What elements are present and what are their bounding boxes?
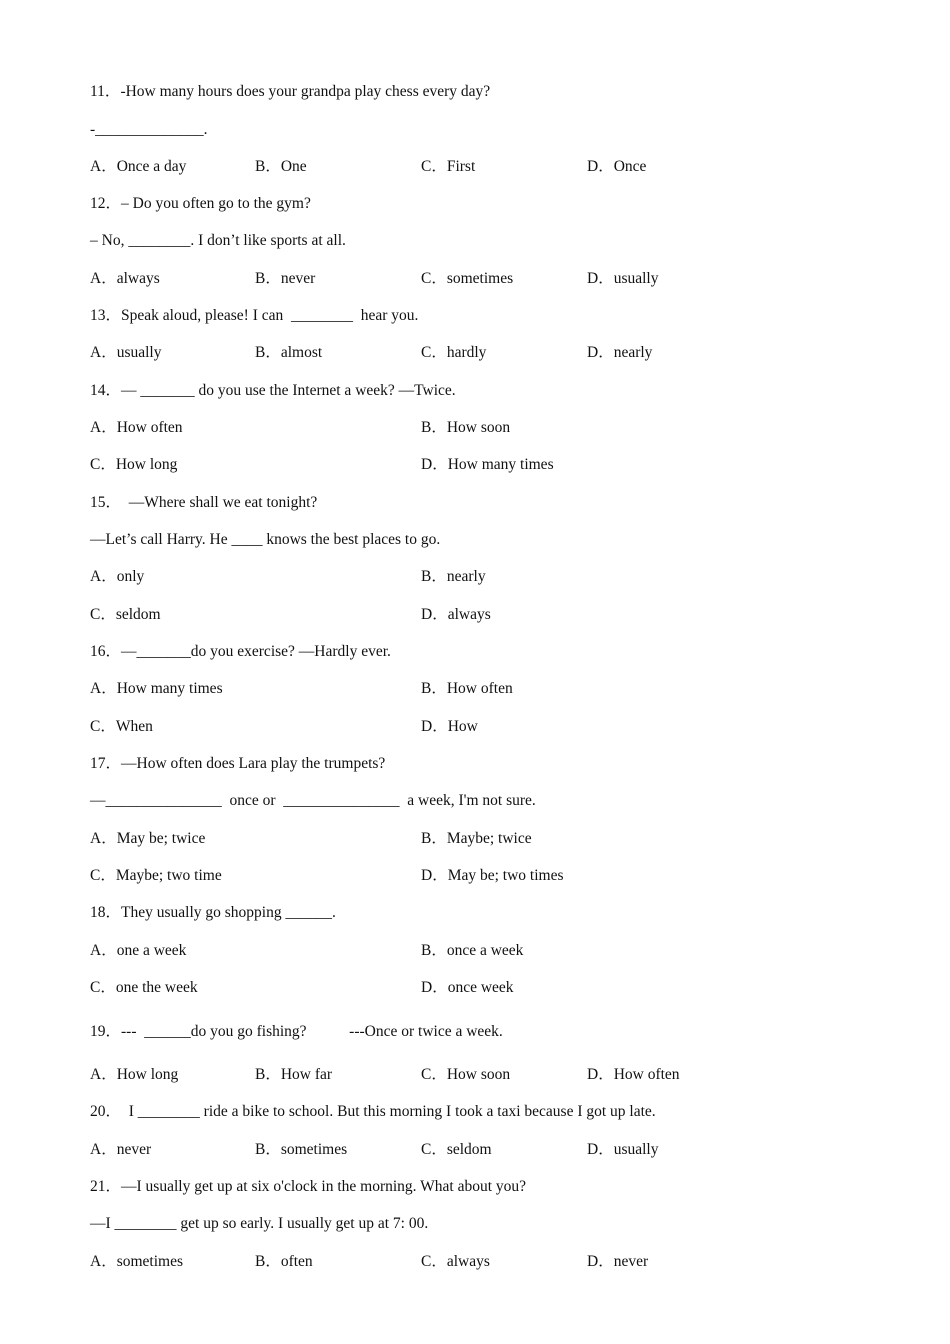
answer-line: —I ________ get up so early. I usually get up at 7: 00. bbox=[90, 1215, 429, 1232]
option-d[interactable]: D．How bbox=[421, 718, 478, 735]
option-a[interactable]: A．How often bbox=[90, 419, 183, 436]
option-b[interactable]: B．never bbox=[255, 270, 316, 287]
question-11 bbox=[90, 82, 490, 102]
question-14 bbox=[90, 381, 456, 401]
question-stem: -How many hours does your grandpa play chess every day? bbox=[120, 83, 491, 100]
question-stem: — _______ do you use the Internet a week? —Twice. bbox=[121, 382, 456, 399]
question-number: 12． bbox=[90, 195, 122, 212]
question-15 bbox=[90, 493, 317, 513]
answer-line: – No, ________. I don’t like sports at all. bbox=[90, 232, 346, 249]
option-a[interactable]: A．never bbox=[90, 1141, 152, 1158]
option-d[interactable]: D．May be; two times bbox=[421, 867, 564, 884]
option-c[interactable]: C．seldom bbox=[421, 1141, 492, 1158]
answer-line: -______________. bbox=[90, 121, 208, 138]
option-c[interactable]: C．Maybe; two time bbox=[90, 867, 222, 884]
question-number: 17． bbox=[90, 755, 122, 772]
option-d[interactable]: D．usually bbox=[587, 1141, 659, 1158]
option-b[interactable]: B．almost bbox=[255, 344, 323, 361]
question-18 bbox=[90, 903, 336, 923]
option-c[interactable]: C．always bbox=[421, 1253, 490, 1270]
option-b[interactable]: B．sometimes bbox=[255, 1141, 348, 1158]
question-number: 13． bbox=[90, 307, 122, 324]
option-a[interactable]: A．How long bbox=[90, 1066, 179, 1083]
question-number: 16． bbox=[90, 643, 122, 660]
option-b[interactable]: B．How often bbox=[421, 680, 513, 697]
question-stem: —Where shall we eat tonight? bbox=[121, 494, 318, 511]
question-17 bbox=[90, 754, 385, 774]
question-stem: I ________ ride a bike to school. But this morning I took a taxi because I got up late. bbox=[121, 1103, 656, 1120]
option-b[interactable]: B．once a week bbox=[421, 942, 524, 959]
option-a[interactable]: A．May be; twice bbox=[90, 830, 206, 847]
question-number: 14． bbox=[90, 382, 122, 399]
question-number: 15． bbox=[90, 494, 122, 511]
question-stem: They usually go shopping ______. bbox=[121, 904, 336, 921]
option-a[interactable]: A．usually bbox=[90, 344, 162, 361]
option-c[interactable]: C．seldom bbox=[90, 606, 161, 623]
question-number: 20． bbox=[90, 1103, 122, 1120]
option-b[interactable]: B．Maybe; twice bbox=[421, 830, 532, 847]
option-c[interactable]: C．sometimes bbox=[421, 270, 514, 287]
option-d[interactable]: D．Once bbox=[587, 158, 647, 175]
option-a[interactable]: A．Once a day bbox=[90, 158, 187, 175]
option-b[interactable]: B．How far bbox=[255, 1066, 333, 1083]
option-c[interactable]: C．When bbox=[90, 718, 153, 735]
question-number: 18． bbox=[90, 904, 122, 921]
question-20 bbox=[90, 1102, 656, 1122]
option-d[interactable]: D．usually bbox=[587, 270, 659, 287]
option-a[interactable]: A．one a week bbox=[90, 942, 187, 959]
option-d[interactable]: D．nearly bbox=[587, 344, 653, 361]
option-c[interactable]: C．one the week bbox=[90, 979, 198, 996]
option-c[interactable]: C．How soon bbox=[421, 1066, 511, 1083]
question-16 bbox=[90, 642, 391, 662]
question-stem: —How often does Lara play the trumpets? bbox=[121, 755, 386, 772]
question-stem: --- ______do you go fishing? ---Once or twice a week. bbox=[121, 1023, 503, 1040]
option-d[interactable]: D．How many times bbox=[421, 456, 554, 473]
question-number: 19． bbox=[90, 1023, 122, 1040]
question-stem: —_______do you exercise? —Hardly ever. bbox=[121, 643, 391, 660]
option-d[interactable]: D．never bbox=[587, 1253, 649, 1270]
option-a[interactable]: A．only bbox=[90, 568, 145, 585]
option-c[interactable]: C．hardly bbox=[421, 344, 487, 361]
option-d[interactable]: D．once week bbox=[421, 979, 514, 996]
option-d[interactable]: D．always bbox=[421, 606, 491, 623]
question-21 bbox=[90, 1177, 526, 1197]
question-stem: – Do you often go to the gym? bbox=[121, 195, 311, 212]
question-stem: Speak aloud, please! I can ________ hear you. bbox=[121, 307, 419, 324]
option-b[interactable]: B．nearly bbox=[421, 568, 486, 585]
question-19 bbox=[90, 1022, 503, 1042]
question-number: 21． bbox=[90, 1178, 122, 1195]
question-stem: —I usually get up at six o'clock in the morning. What about you? bbox=[121, 1178, 527, 1195]
option-b[interactable]: B．How soon bbox=[421, 419, 511, 436]
question-13 bbox=[90, 306, 418, 326]
answer-line: —_______________ once or _______________ a week, I'm not sure. bbox=[90, 792, 536, 809]
question-number: 11． bbox=[90, 83, 121, 100]
option-d[interactable]: D．How often bbox=[587, 1066, 680, 1083]
option-a[interactable]: A．How many times bbox=[90, 680, 223, 697]
option-b[interactable]: B．One bbox=[255, 158, 307, 175]
answer-line: —Let’s call Harry. He ____ knows the best places to go. bbox=[90, 531, 441, 548]
option-c[interactable]: C．How long bbox=[90, 456, 178, 473]
option-c[interactable]: C．First bbox=[421, 158, 476, 175]
option-a[interactable]: A．sometimes bbox=[90, 1253, 183, 1270]
option-a[interactable]: A．always bbox=[90, 270, 160, 287]
question-12 bbox=[90, 194, 311, 214]
option-b[interactable]: B．often bbox=[255, 1253, 313, 1270]
